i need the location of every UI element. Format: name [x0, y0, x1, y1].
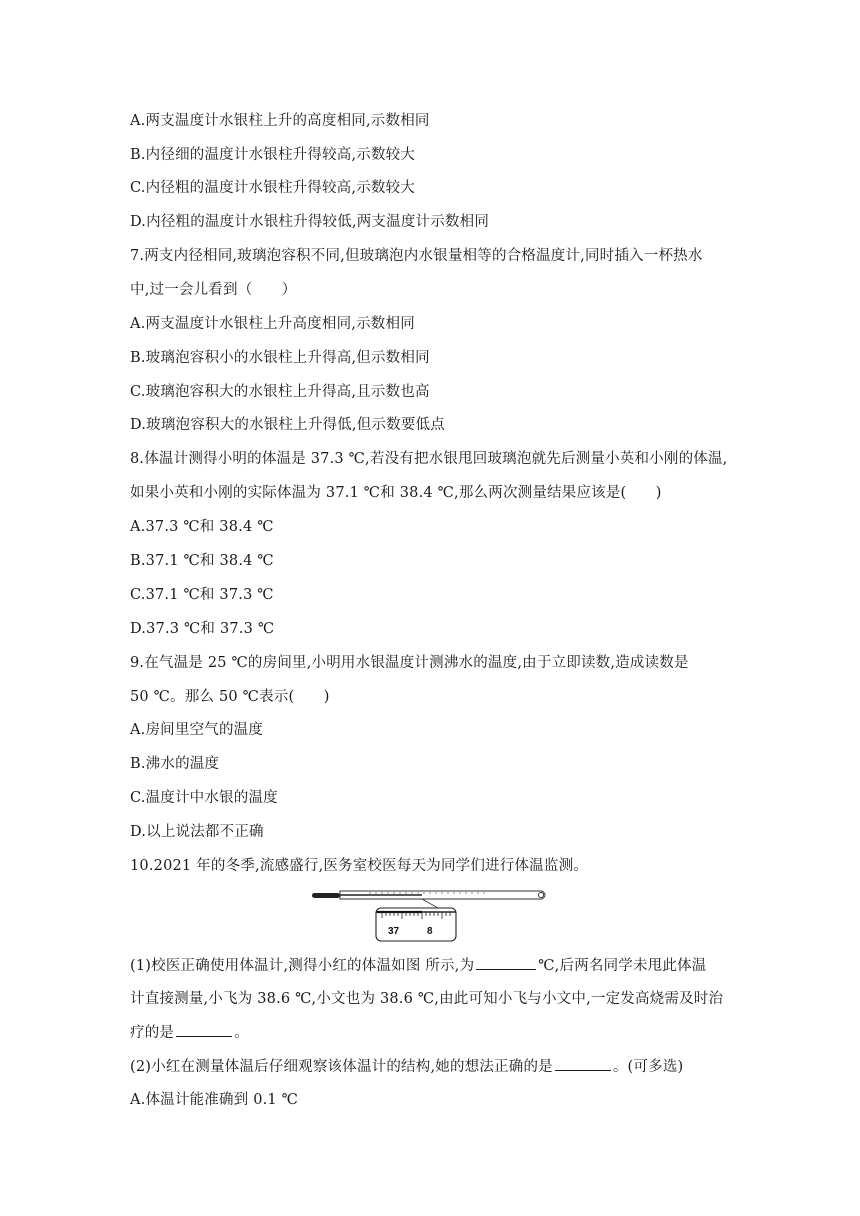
q8-stem-line1: 8.体温计测得小明的体温是 37.3 ℃,若没有把水银甩回玻璃泡就先后测量小英和小刚的体温, [130, 451, 728, 467]
q10-part2-line1 [130, 1056, 683, 1077]
q7-option-a: A.两支温度计水银柱上升高度相同,示数相同 [130, 316, 415, 332]
thermometer-bulb [312, 893, 340, 898]
q7-option-c: C.玻璃泡容积大的水银柱上升得高,且示数也高 [130, 384, 430, 400]
q6-option-d: D.内径粗的温度计水银柱升得较低,两支温度计示数相同 [130, 214, 490, 230]
q7-stem-line1: 7.两支内径相同,玻璃泡容积不同,但玻璃泡内水银量相等的合格温度计,同时插入一杯热水 [130, 248, 703, 264]
q10-part1-text-d: 。 [234, 1025, 249, 1041]
q9-option-c: C.温度计中水银的温度 [130, 790, 278, 806]
answer-blank-student[interactable] [176, 1022, 232, 1037]
scale-label-right: 8 [427, 926, 433, 937]
q10-part2-text-a: (2)小红在测量体温后仔细观察该体温计的结构,她的想法正确的是 [130, 1059, 553, 1075]
q9-stem-line1: 9.在气温是 25 ℃的房间里,小明用水银温度计测沸水的温度,由于立即读数,造成读数是 [130, 655, 689, 671]
q6-option-b: B.内径细的温度计水银柱升得较高,示数较大 [130, 147, 416, 163]
q9-stem-line2: 50 ℃。那么 50 ℃表示( ) [130, 689, 330, 705]
q10-part1-text-b: ℃,后两名同学未甩此体温 [538, 958, 707, 974]
answer-blank-temperature[interactable] [476, 955, 536, 970]
q7-option-d: D.玻璃泡容积大的水银柱上升得低,但示数要低点 [130, 417, 445, 433]
q7-option-b: B.玻璃泡容积小的水银柱上升得高,但示数相同 [130, 350, 430, 366]
answer-blank-choice[interactable] [555, 1056, 611, 1071]
clinical-thermometer-figure [310, 888, 550, 944]
scale-label-left: 37 [388, 926, 400, 937]
q10-part1-text-a: (1)校医正确使用体温计,测得小红的体温如图 所示,为 [130, 958, 475, 974]
q6-option-a: A.两支温度计水银柱上升的高度相同,示数相同 [130, 113, 430, 129]
q9-option-b: B.沸水的温度 [130, 756, 220, 772]
q7-stem-line2: 中,过一会儿看到（ ） [130, 282, 297, 298]
q8-stem-line2: 如果小英和小刚的实际体温为 37.1 ℃和 38.4 ℃,那么两次测量结果应该是( ) [130, 485, 662, 501]
q10-part1-line2: 计直接测量,小飞为 38.6 ℃,小文也为 38.6 ℃,由此可知小飞与小文中,一定发高烧需及时治 [130, 991, 724, 1007]
q10-part2-option-a: A.体温计能准确到 0.1 ℃ [130, 1092, 299, 1108]
q8-option-d: D.37.3 ℃和 37.3 ℃ [130, 621, 275, 637]
q6-option-c: C.内径粗的温度计水银柱升得较高,示数较大 [130, 180, 415, 196]
q8-option-c: C.37.1 ℃和 37.3 ℃ [130, 587, 274, 603]
q8-option-a: A.37.3 ℃和 38.4 ℃ [130, 519, 274, 535]
q10-part2-text-b: 。(可多选) [612, 1059, 684, 1075]
q10-part1-text-c: 疗的是 [130, 1025, 175, 1041]
q8-option-b: B.37.1 ℃和 38.4 ℃ [130, 553, 274, 569]
q10-part1-line3 [130, 1022, 249, 1043]
q10-stem: 10.2021 年的冬季,流感盛行,医务室校医每天为同学们进行体温监测。 [130, 858, 588, 874]
q9-option-a: A.房间里空气的温度 [130, 722, 264, 738]
q9-option-d: D.以上说法都不正确 [130, 824, 264, 840]
q10-part1-line1 [130, 955, 707, 976]
